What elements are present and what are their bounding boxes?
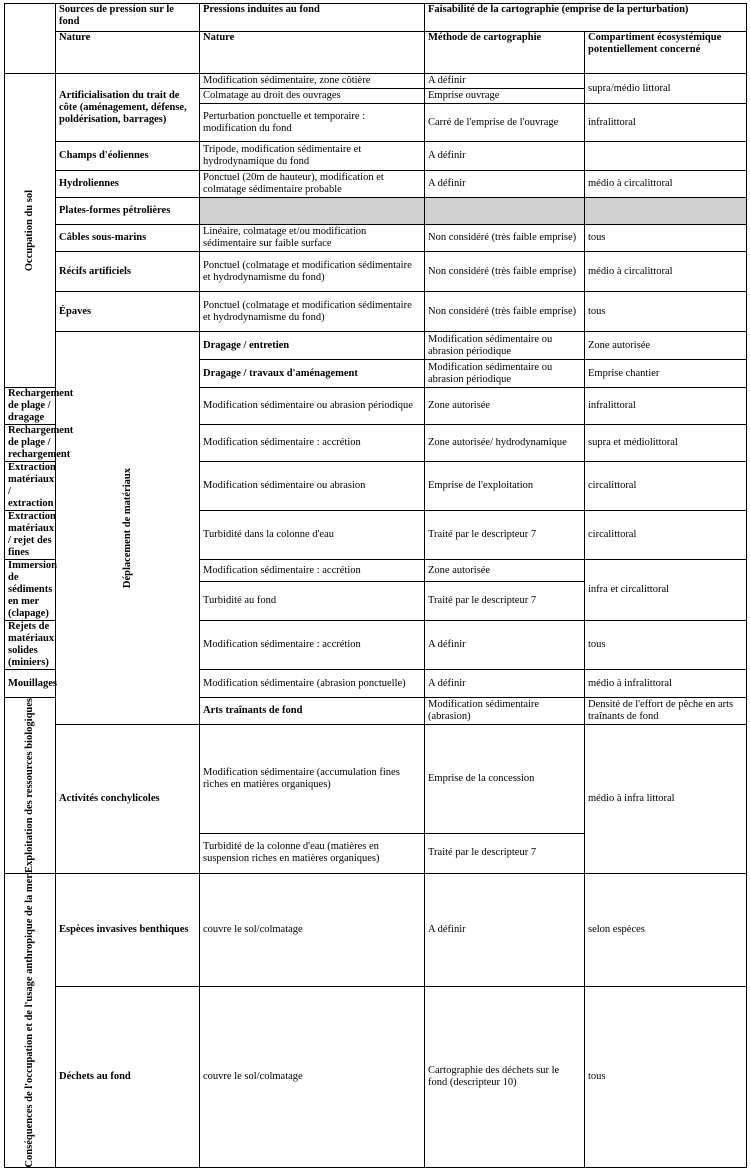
header-nature-source: Nature xyxy=(56,32,200,74)
methode-cell: A définir xyxy=(425,670,585,698)
pression-cell: Ponctuel (colmatage et modification sédimentaire et hydrodynamisme du fond) xyxy=(200,252,425,292)
pression-cell: Modification sédimentaire ou abrasion périodique xyxy=(425,360,585,388)
compartiment-cell: tous xyxy=(585,292,747,332)
pression-cell: Ponctuel (20m de hauteur), modification et colmatage sédimentaire probable xyxy=(200,171,425,198)
source-rechargement-dragage: Rechargement de plage / dragage xyxy=(5,388,56,425)
pression-cell: Turbidité au fond xyxy=(200,582,425,621)
header-compartiment: Compartiment écosystémique potentiellement concerné xyxy=(585,32,747,74)
source-dechets: Déchets au fond xyxy=(56,987,200,1168)
source-artificialisation: Artificialisation du trait de côte (aménagement, défense, poldérisation, barrages) xyxy=(56,74,200,142)
header-nature-pression: Nature xyxy=(200,32,425,74)
source-dragage-travaux: Dragage / travaux d'aménagement xyxy=(200,360,425,388)
pression-cell: Modification sédimentaire ou abrasion périodique xyxy=(425,332,585,360)
methode-cell: Non considéré (très faible emprise) xyxy=(425,225,585,252)
pression-cell: Modification sédimentaire (accumulation fines riches en matières organiques) xyxy=(200,725,425,834)
methode-cell: Traité par le descripteur 7 xyxy=(425,582,585,621)
methode-cell: A définir xyxy=(425,621,585,670)
compartiment-cell: infra et circalittoral xyxy=(585,560,747,621)
pression-cell: Modification sédimentaire ou abrasion périodique xyxy=(200,388,425,425)
compartiment-cell: médio à infra littoral xyxy=(585,725,747,874)
header-sources: Sources de pression sur le fond xyxy=(56,4,200,32)
pression-cell: Modification sédimentaire : accrétion xyxy=(200,621,425,670)
compartiment-cell: selon espèces xyxy=(585,873,747,986)
source-dragage-entretien: Dragage / entretien xyxy=(200,332,425,360)
compartiment-cell: infralittoral xyxy=(585,104,747,142)
pression-cell: couvre le sol/colmatage xyxy=(200,873,425,986)
pression-cell: Tripode, modification sédimentaire et hydrodynamique du fond xyxy=(200,142,425,171)
table-row xyxy=(5,873,747,986)
table-row xyxy=(5,987,747,1168)
header-row-1 xyxy=(5,4,747,32)
compartiment-cell: tous xyxy=(585,225,747,252)
pression-cell: Perturbation ponctuelle et temporaire : modification du fond xyxy=(200,104,425,142)
source-mouillages: Mouillages xyxy=(5,670,56,698)
pression-cell: Colmatage au droit des ouvrages xyxy=(200,89,425,104)
source-extraction-extraction: Extraction matériaux / extraction xyxy=(5,462,56,511)
source-rejets: Rejets de matériaux solides (miniers) xyxy=(5,621,56,670)
methode-cell-empty xyxy=(425,198,585,225)
methode-cell: Emprise ouvrage xyxy=(425,89,585,104)
methode-cell: Zone autorisée xyxy=(425,560,585,582)
methode-cell: Cartographie des déchets sur le fond (descripteur 10) xyxy=(425,987,585,1168)
pressure-table xyxy=(4,3,747,1168)
pression-cell: Modification sédimentaire : accrétion xyxy=(200,425,425,462)
pression-cell: couvre le sol/colmatage xyxy=(200,987,425,1168)
header-blank xyxy=(5,4,56,74)
header-methode: Méthode de cartographie xyxy=(425,32,585,74)
pression-cell: Modification sédimentaire (abrasion) xyxy=(425,698,585,725)
compartiment-cell: supra/médio littoral xyxy=(585,74,747,104)
source-hydroliennes: Hydroliennes xyxy=(56,171,200,198)
source-especes-invasives: Espèces invasives benthiques xyxy=(56,873,200,986)
source-eoliennes: Champs d'éoliennes xyxy=(56,142,200,171)
methode-cell: Carré de l'emprise de l'ouvrage xyxy=(425,104,585,142)
pression-cell: Ponctuel (colmatage et modification sédimentaire et hydrodynamisme du fond) xyxy=(200,292,425,332)
compartiment-cell: circalittoral xyxy=(585,511,747,560)
methode-cell: A définir xyxy=(425,171,585,198)
table-row xyxy=(5,225,747,252)
compartiment-cell: médio à circalittoral xyxy=(585,171,747,198)
category-deplacement: Déplacement de matériaux xyxy=(56,332,200,725)
compartiment-cell: médio à infralittoral xyxy=(585,670,747,698)
compartiment-cell: tous xyxy=(585,987,747,1168)
compartiment-cell: supra et médiolittoral xyxy=(585,425,747,462)
methode-cell: A définir xyxy=(425,74,585,89)
header-row-2 xyxy=(5,32,747,74)
methode-cell: Densité de l'effort de pêche en arts traînants de fond xyxy=(585,698,747,725)
table-row xyxy=(5,198,747,225)
compartiment-cell xyxy=(585,142,747,171)
methode-cell: Non considéré (très faible emprise) xyxy=(425,292,585,332)
category-consequences: Conséquences de l'occupation et de l'usage anthropique de la mer xyxy=(5,873,56,1168)
category-occupation: Occupation du sol xyxy=(5,74,56,388)
methode-cell: Zone autorisée xyxy=(425,388,585,425)
source-extraction-rejet: Extraction matériaux / rejet des fines xyxy=(5,511,56,560)
pression-cell: Modification sédimentaire ou abrasion xyxy=(200,462,425,511)
methode-cell: Emprise chantier xyxy=(585,360,747,388)
table-row xyxy=(5,74,747,89)
table-row xyxy=(5,292,747,332)
source-cables: Câbles sous-marins xyxy=(56,225,200,252)
methode-cell: Zone autorisée/ hydrodynamique xyxy=(425,425,585,462)
compartiment-cell: tous xyxy=(585,621,747,670)
pression-cell: Turbidité de la colonne d'eau (matières en suspension riches en matières organiques) xyxy=(200,833,425,873)
table-row xyxy=(5,332,747,360)
source-epaves: Épaves xyxy=(56,292,200,332)
methode-cell: Traité par le descripteur 7 xyxy=(425,511,585,560)
table-row xyxy=(5,725,747,834)
methode-cell: Non considéré (très faible emprise) xyxy=(425,252,585,292)
methode-cell: Emprise de la concession xyxy=(425,725,585,834)
source-immersion: Immersion de sédiments en mer (clapage) xyxy=(5,560,56,621)
methode-cell: A définir xyxy=(425,142,585,171)
source-plates-formes: Plates-formes pétrolières xyxy=(56,198,200,225)
table-row xyxy=(5,142,747,171)
pression-cell: Modification sédimentaire : accrétion xyxy=(200,560,425,582)
category-exploitation: Exploitation des ressources biologiques xyxy=(5,698,56,874)
compartiment-cell-empty xyxy=(585,198,747,225)
methode-cell: A définir xyxy=(425,873,585,986)
methode-cell: Zone autorisée xyxy=(585,332,747,360)
pression-cell-empty xyxy=(200,198,425,225)
pression-cell: Turbidité dans la colonne d'eau xyxy=(200,511,425,560)
table-row xyxy=(5,252,747,292)
table-row xyxy=(5,171,747,198)
compartiment-cell: circalittoral xyxy=(585,462,747,511)
source-arts-trainants: Arts traînants de fond xyxy=(200,698,425,725)
header-faisabilite: Faisabilité de la cartographie (emprise de la perturbation) xyxy=(425,4,747,32)
pression-cell: Modification sédimentaire (abrasion ponctuelle) xyxy=(200,670,425,698)
methode-cell: Traité par le descripteur 7 xyxy=(425,833,585,873)
source-rechargement-rechargement: Rechargement de plage / rechargement xyxy=(5,425,56,462)
compartiment-cell: médio à circalittoral xyxy=(585,252,747,292)
compartiment-cell: infralittoral xyxy=(585,388,747,425)
source-recifs: Récifs artificiels xyxy=(56,252,200,292)
source-conchylicoles: Activités conchylicoles xyxy=(56,725,200,874)
pression-cell: Linéaire, colmatage et/ou modification sédimentaire sur faible surface xyxy=(200,225,425,252)
pression-cell: Modification sédimentaire, zone côtière xyxy=(200,74,425,89)
methode-cell: Emprise de l'exploitation xyxy=(425,462,585,511)
header-pressions: Pressions induites au fond xyxy=(200,4,425,32)
